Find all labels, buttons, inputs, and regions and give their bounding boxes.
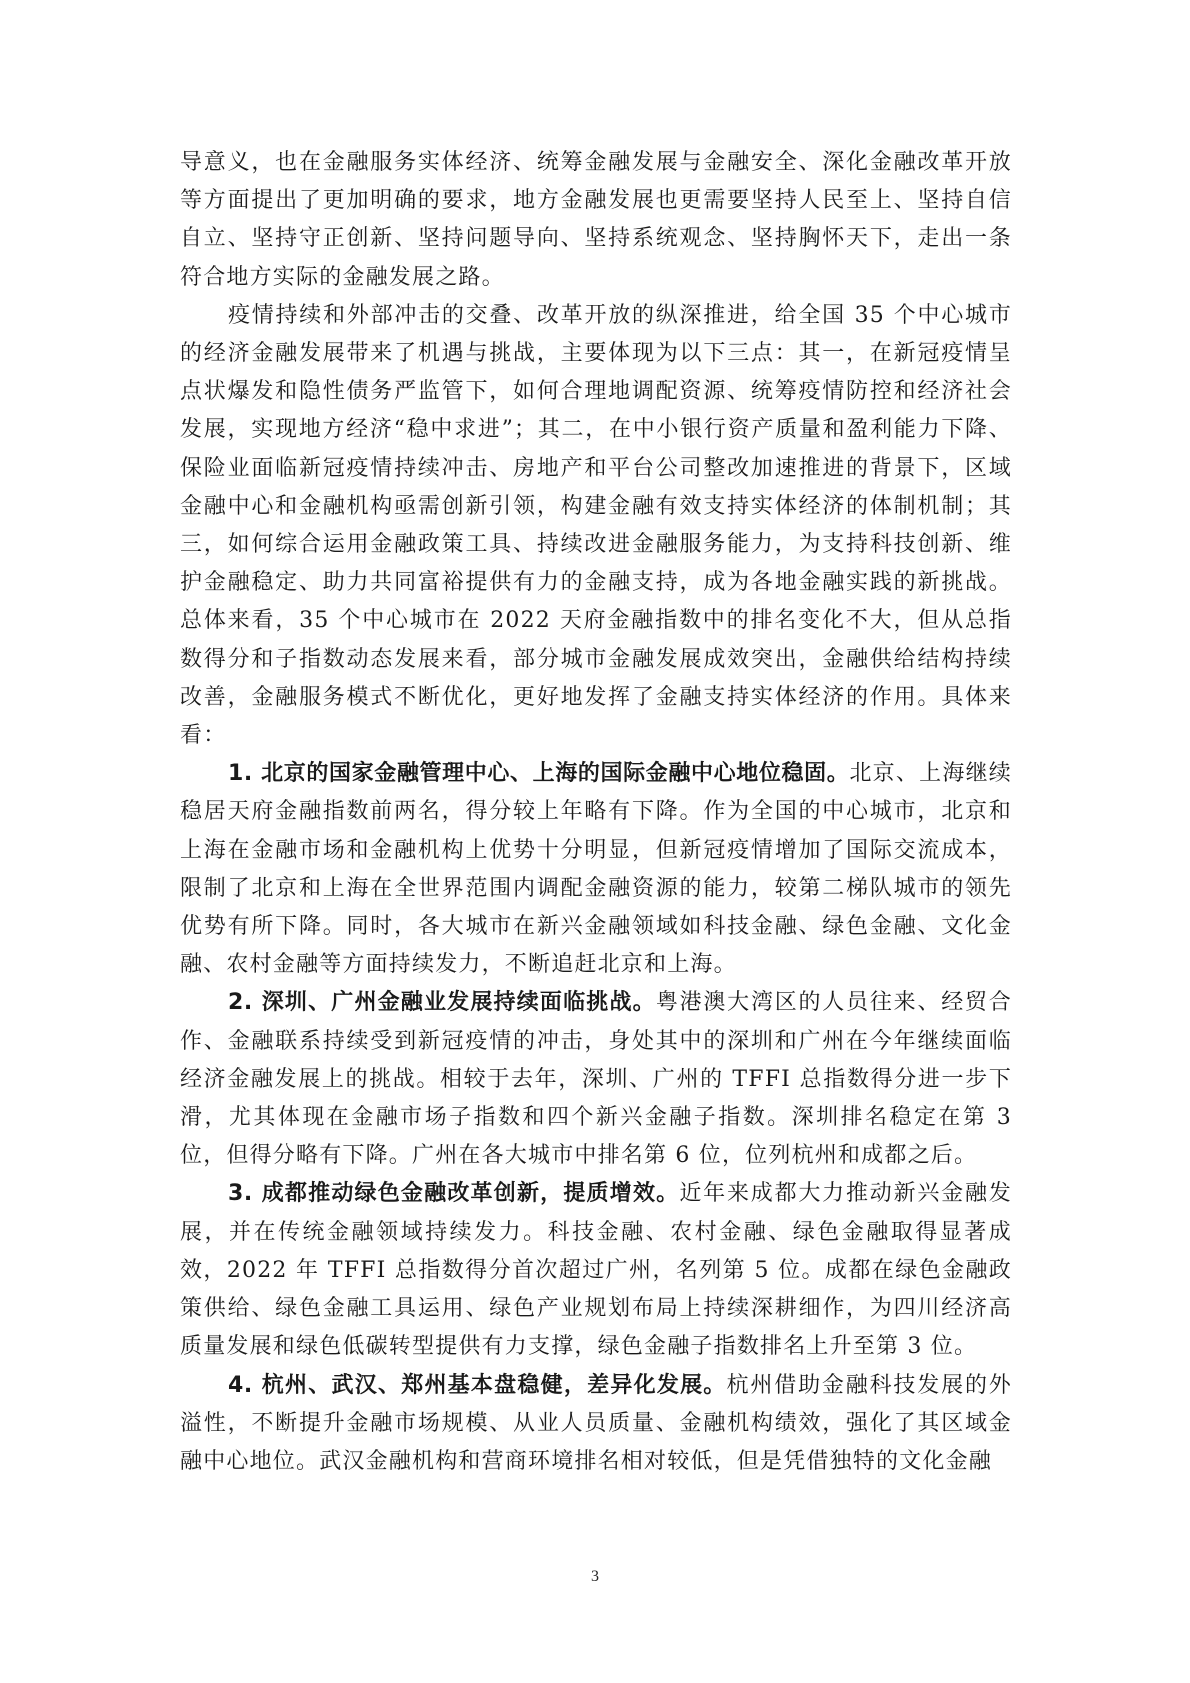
paragraph-text: 疫情持续和外部冲击的交叠、改革开放的纵深推进，给全国 35 个中心城市的经济金融发展带来了机遇与挑战，主要体现为以下三点：其一，在新冠疫情呈点状爆发和隐性债务严监管下，如何合理地调配资源、统筹疫情防控和经济社会发展，实现地方经济“稳中求进”；其二，在中小银行资产质量和盈利能力下降、保险业面临新冠疫情持续冲击、房地产和平台公司整改加速推进的背景下，区域金融中心和金融机构亟需创新引领，构建金融有效支持实体经济的体制机制；其三，如何综合运用金融政策工具、持续改进金融服务能力，为支持科技创新、维护金融稳定、助力共同富裕提供有力的金融支持，成为各地金融实践的新挑战。总体来看，35 个中心城市在 2022 天府金融指数中的排名变化不大，但从总指数得分和子指数动态发展来看，部分城市金融发展成效突出，金融供给结构持续改善，金融服务模式不断优化，更好地发挥了金融支持实体经济的作用。具体来看： [180,302,1012,749]
paragraph-heading: 3. 成都推动绿色金融改革创新，提质增效。 [228,1181,680,1207]
paragraph-text: 近年来成都大力推动新兴金融发展，并在传统金融领域持续发力。科技金融、农村金融、绿色金融取得显著成效，2022 年 TFFI 总指数得分首次超过广州，名列第 5 位。成都在绿色金融政策供给、绿色金融工具运用、绿色产业规划布局上持续深耕细作，为四川经济高质量发展和绿色低碳转型提供有力支撑，绿色金融子指数排名上升至第 3 位。 [180,1181,1012,1360]
paragraph-heading: 4. 杭州、武汉、郑州基本盘稳健，差异化发展。 [228,1372,727,1398]
paragraph-point-3 [180,1175,1012,1366]
paragraph-intro-continuation [180,144,1012,297]
paragraph-challenges [180,297,1012,755]
paragraph-text: 导意义，也在金融服务实体经济、统筹金融发展与金融安全、深化金融改革开放等方面提出了更加明确的要求，地方金融发展也更需要坚持人民至上、坚持自信自立、坚持守正创新、坚持问题导向、坚持系统观念、坚持胸怀天下，走出一条符合地方实际的金融发展之路。 [180,150,1012,290]
page-number: 3 [591,1568,599,1585]
body-text [180,144,1012,1481]
paragraph-point-1 [180,755,1012,984]
paragraph-text: 北京、上海继续稳居天府金融指数前两名，得分较上年略有下降。作为全国的中心城市，北京和上海在金融市场和金融机构上优势十分明显，但新冠疫情增加了国际交流成本，限制了北京和上海在全世界范围内调配金融资源的能力，较第二梯队城市的领先优势有所下降。同时，各大城市在新兴金融领域如科技金融、绿色金融、文化金融、农村金融等方面持续发力，不断追赶北京和上海。 [180,761,1012,978]
paragraph-heading: 2. 深圳、广州金融业发展持续面临挑战。 [228,990,656,1016]
paragraph-point-2 [180,984,1012,1175]
paragraph-text: 粤港澳大湾区的人员往来、经贸合作、金融联系持续受到新冠疫情的冲击，身处其中的深圳和广州在今年继续面临经济金融发展上的挑战。相较于去年，深圳、广州的 TFFI 总指数得分进一步下滑，尤其体现在金融市场子指数和四个新兴金融子指数。深圳排名稳定在第 3 位，但得分略有下降。广州在各大城市中排名第 6 位，位列杭州和成都之后。 [180,990,1012,1169]
paragraph-text: 杭州借助金融科技发展的外溢性，不断提升金融市场规模、从业人员质量、金融机构绩效，强化了其区域金融中心地位。武汉金融机构和营商环境排名相对较低，但是凭借独特的文化金融 [180,1372,1012,1474]
paragraph-point-4 [180,1367,1012,1482]
paragraph-heading: 1. 北京的国家金融管理中心、上海的国际金融中心地位稳固。 [228,761,850,787]
